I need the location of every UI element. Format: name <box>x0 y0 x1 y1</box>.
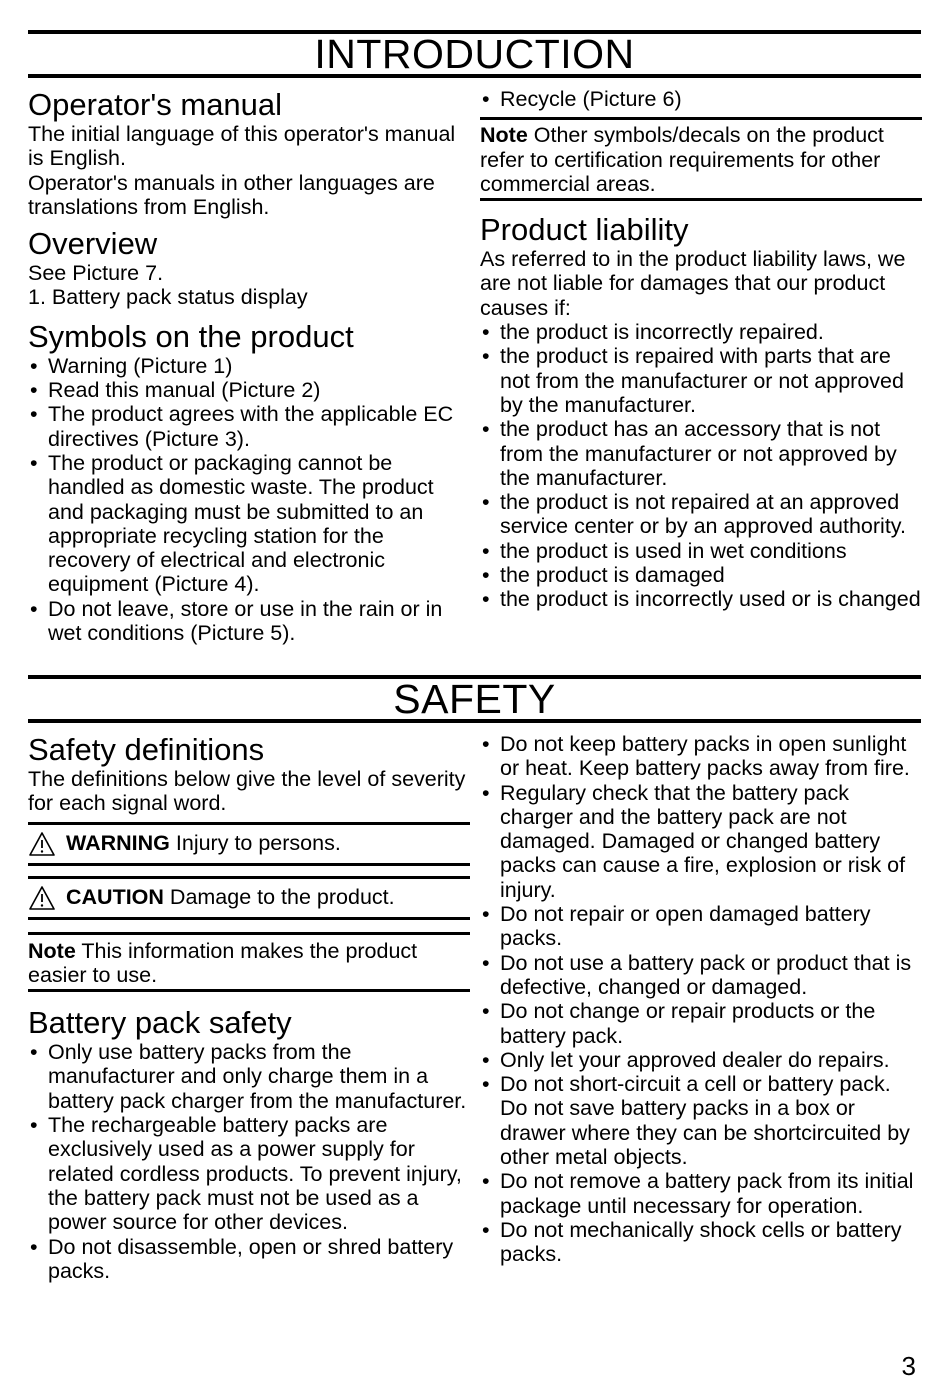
list-item: • the product has an accessory that is not from the manufacturer or not approved by the manufacturer. <box>480 417 922 490</box>
list-item: • the product is used in wet conditions <box>480 539 922 563</box>
list-item: • Read this manual (Picture 2) <box>28 378 470 402</box>
list-item: • Warning (Picture 1) <box>28 354 470 378</box>
warning-box <box>28 822 470 866</box>
list-item: • Do not change or repair products or the battery pack. <box>480 999 922 1048</box>
caution-box <box>28 876 470 920</box>
list-item: • Do not remove a battery pack from its initial package until necessary for operation. <box>480 1169 922 1218</box>
intro-left-column <box>28 88 470 645</box>
product-liability-list <box>480 320 922 612</box>
safety-right-column <box>480 732 922 1267</box>
note-label: Note <box>480 123 528 148</box>
battery-pack-safety-list-continued <box>480 732 922 1267</box>
introduction-banner <box>28 30 921 78</box>
product-liability-heading: Product liability <box>480 212 689 248</box>
list-item: • The product agrees with the applicable EC directives (Picture 3). <box>28 402 470 451</box>
list-item: • Do not repair or open damaged battery packs. <box>480 902 922 951</box>
list-item: • the product is not repaired at an approved service center or by an approved authority. <box>480 490 922 539</box>
overview-line: 1. Battery pack status display <box>28 285 308 310</box>
caution-icon <box>28 885 56 911</box>
list-item: • Do not leave, store or use in the rain or in wet conditions (Picture 5). <box>28 597 470 646</box>
page-number: 3 <box>901 1351 916 1381</box>
caution-label: CAUTION <box>66 885 164 910</box>
note-text: Other symbols/decals on the product refer to certification requirements for other commercial areas. <box>480 123 884 196</box>
intro-right-column <box>480 87 922 612</box>
list-item: • Recycle (Picture 6) <box>480 87 922 111</box>
list-item: • Do not disassemble, open or shred battery packs. <box>28 1235 470 1284</box>
safety-definitions-intro: The definitions below give the level of severity for each signal word. <box>28 767 466 816</box>
symbols-list <box>28 354 470 646</box>
list-item: • Only let your approved dealer do repairs. <box>480 1048 922 1072</box>
list-item: • the product is incorrectly used or is changed <box>480 587 922 611</box>
warning-icon <box>28 831 56 857</box>
list-item: • Do not mechanically shock cells or battery packs. <box>480 1218 922 1267</box>
list-item: • Do not keep battery packs in open sunlight or heat. Keep battery packs away from fire. <box>480 732 922 781</box>
list-item: • the product is incorrectly repaired. <box>480 320 922 344</box>
warning-text: Injury to persons. <box>169 831 341 856</box>
note-label: Note <box>28 938 76 963</box>
battery-pack-safety-list <box>28 1040 470 1283</box>
list-item: • Regulary check that the battery pack charger and the battery pack are not damaged. Damaged or changed battery packs can cause a fire, explosion or risk of injury. <box>480 781 922 902</box>
list-item: • Do not use a battery pack or product that is defective, changed or damaged. <box>480 951 922 1000</box>
overview-line: See Picture 7. <box>28 261 164 286</box>
list-item: • Do not short-circuit a cell or battery pack. Do not save battery packs in a box or drawer where they can be shortcircuited by other metal objects. <box>480 1072 922 1169</box>
safety-left-column <box>28 733 470 1283</box>
safety-definitions-heading: Safety definitions <box>28 732 265 767</box>
list-item: • The rechargeable battery packs are exclusively used as a power supply for related cordless products. To prevent injury, the battery pack must not be used as a power source for other devices. <box>28 1113 470 1234</box>
list-item: • the product is damaged <box>480 563 922 587</box>
definitions-note-box <box>28 932 470 993</box>
symbols-list-continued <box>480 87 922 111</box>
note-text: This information makes the product easier to use. <box>28 938 418 987</box>
battery-pack-safety-heading: Battery pack safety <box>28 1005 292 1041</box>
introduction-title: INTRODUCTION <box>314 31 635 77</box>
symbols-heading: Symbols on the product <box>28 318 354 354</box>
note-box <box>480 117 922 201</box>
overview-heading: Overview <box>28 226 158 262</box>
product-liability-intro: As referred to in the product liability laws, we are not liable for damages that our product causes if: <box>480 247 906 320</box>
operators-manual-heading: Operator's manual <box>28 87 283 122</box>
list-item: • Only use battery packs from the manufacturer and only charge them in a battery pack charger from the manufacturer. <box>28 1040 470 1113</box>
operators-manual-paragraph: Operator's manuals in other languages are translations from English. <box>28 170 435 219</box>
caution-text: Damage to the product. <box>163 885 395 910</box>
operators-manual-paragraph: The initial language of this operator's manual is English. <box>28 122 456 171</box>
safety-title: SAFETY <box>393 676 556 722</box>
list-item: • The product or packaging cannot be handled as domestic waste. The product and packaging must be submitted to an appropriate recycling station for the recovery of electrical and electronic equipment (Picture 4). <box>28 451 470 597</box>
list-item: • the product is repaired with parts that are not from the manufacturer or not approved by the manufacturer. <box>480 344 922 417</box>
warning-label: WARNING <box>66 831 170 856</box>
safety-banner <box>28 675 921 723</box>
